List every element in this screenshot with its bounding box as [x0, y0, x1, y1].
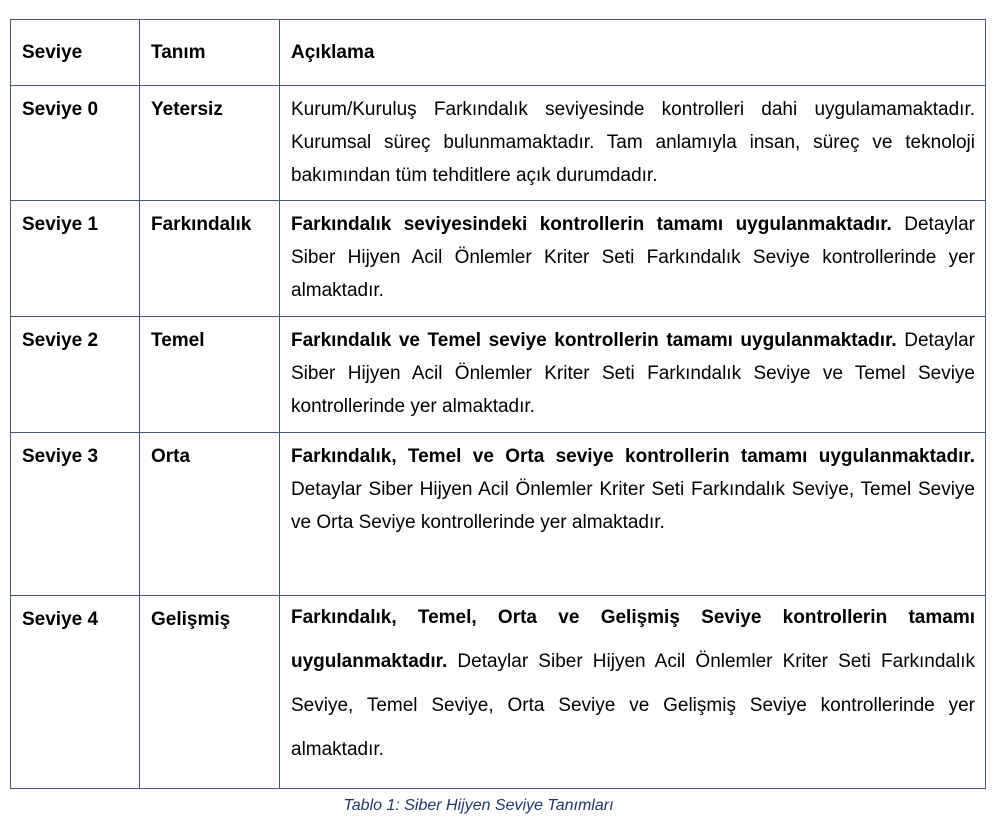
description-cell: [280, 86, 986, 201]
table-row: [11, 201, 986, 317]
description-bold: Farkındalık ve Temel seviye kontrollerin tamamı uygulanmaktadır.: [291, 330, 897, 351]
definition-cell: Temel: [140, 317, 280, 433]
table-row: [11, 433, 986, 596]
header-level: Seviye: [11, 20, 140, 86]
description-cell: [280, 317, 986, 433]
table-caption: Tablo 1: Siber Hijyen Seviye Tanımları: [343, 797, 614, 814]
description-text: Detaylar Siber Hijyen Acil Önlemler Kriter Seti Farkındalık Seviye ve Temel Seviye kontrollerinde yer almaktadır.: [291, 330, 976, 417]
description-text: Detaylar Siber Hijyen Acil Önlemler Kriter Seti Farkındalık Seviye, Temel Seviye, Orta Seviye ve Gelişmiş Seviye kontrollerinde yer almaktadır.: [291, 651, 975, 760]
definition-cell: Farkındalık: [140, 201, 280, 317]
level-cell: Seviye 2: [11, 317, 140, 433]
description-bold: Farkındalık, Temel, Orta ve Gelişmiş Seviye kontrollerin tamamı uygulanmaktadır.: [291, 607, 975, 672]
description-text: Kurum/Kuruluş Farkındalık seviyesinde kontrolleri dahi uygulamamaktadır. Kurumsal süreç bulunmamaktadır. Tam anlamıyla insan, süreç ve teknoloji bakımından tüm tehditlere açık durumdadır.: [291, 99, 975, 186]
table-row: [11, 86, 986, 201]
table-header-row: [11, 20, 986, 86]
description-text: Detaylar Siber Hijyen Acil Önlemler Kriter Seti Farkındalık Seviye kontrollerinde yer almaktadır.: [291, 214, 975, 301]
definition-cell: Gelişmiş: [140, 596, 280, 789]
header-definition: Tanım: [140, 20, 280, 86]
table-row: [11, 596, 986, 789]
levels-table: [10, 19, 986, 789]
description-cell: [280, 596, 986, 789]
level-cell: Seviye 3: [11, 433, 140, 596]
definition-cell: Yetersiz: [140, 86, 280, 201]
description-bold: Farkındalık seviyesindeki kontrollerin tamamı uygulanmaktadır.: [291, 214, 892, 235]
description-bold: Farkındalık, Temel ve Orta seviye kontrollerin tamamı uygulanmaktadır.: [291, 446, 975, 467]
level-cell: Seviye 1: [11, 201, 140, 317]
level-cell: Seviye 0: [11, 86, 140, 201]
level-cell: Seviye 4: [11, 596, 140, 789]
description-text: Detaylar Siber Hijyen Acil Önlemler Kriter Seti Farkındalık Seviye, Temel Seviye ve Orta Seviye kontrollerinde yer almaktadır.: [291, 479, 975, 533]
description-cell: [280, 201, 986, 317]
header-description: Açıklama: [280, 20, 986, 86]
definition-cell: Orta: [140, 433, 280, 596]
table-row: [11, 317, 986, 433]
description-cell: [280, 433, 986, 596]
